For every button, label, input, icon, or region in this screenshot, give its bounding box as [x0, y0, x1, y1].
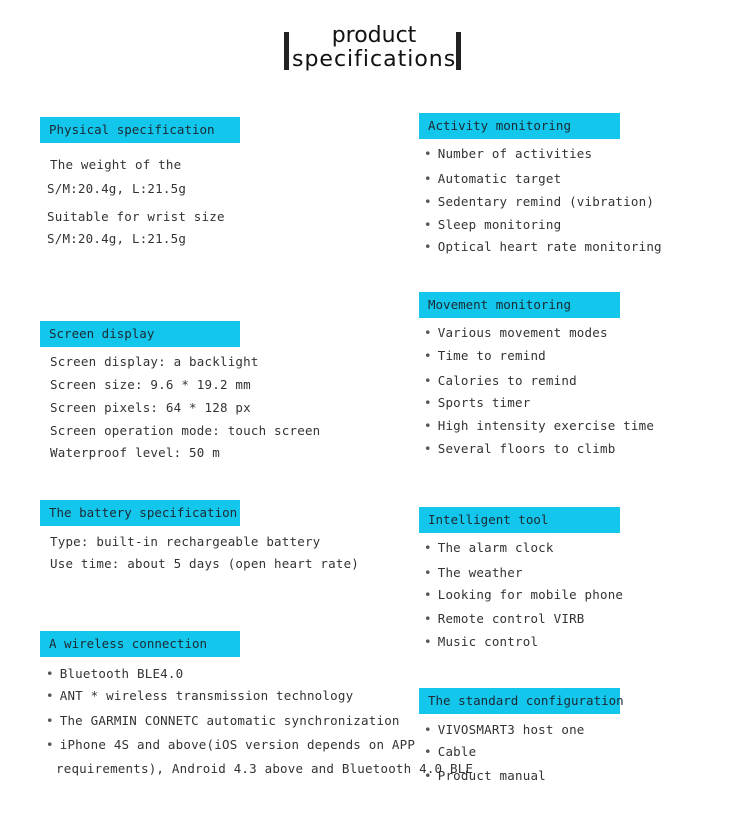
movement-heading: Movement monitoring: [419, 292, 620, 318]
page-title: [284, 24, 464, 72]
physical-line: The weight of the: [50, 157, 182, 172]
activity-item: • Automatic target: [424, 171, 561, 186]
screen-line: Screen display: a backlight: [50, 354, 259, 369]
standard-item: • VIVOSMART3 host one: [424, 722, 585, 737]
title-text: [292, 24, 456, 72]
physical-line: Suitable for wrist size: [47, 209, 225, 224]
title-line-2: specifications: [292, 47, 457, 72]
movement-item: • Several floors to climb: [424, 441, 615, 456]
screen-line: Screen operation mode: touch screen: [50, 423, 321, 438]
standard-item: • Product manual: [424, 768, 546, 783]
tool-item: • The weather: [424, 565, 523, 580]
physical-heading: Physical specification: [40, 117, 240, 143]
wireless-heading: A wireless connection: [40, 631, 240, 657]
activity-item: • Optical heart rate monitoring: [424, 239, 662, 254]
standard-heading: The standard configuration: [419, 688, 620, 714]
title-bar-right: [456, 32, 461, 70]
tool-item: • Looking for mobile phone: [424, 587, 623, 602]
screen-line: Screen pixels: 64 * 128 px: [50, 400, 251, 415]
activity-heading: Activity monitoring: [419, 113, 620, 139]
battery-line: Use time: about 5 days (open heart rate): [50, 556, 360, 571]
tool-heading: Intelligent tool: [419, 507, 620, 533]
title-line-1: product: [331, 23, 417, 48]
movement-item: • High intensity exercise time: [424, 418, 654, 433]
wireless-item-continued: requirements), Android 4.3 above and Bluetooth 4.0 BLE: [56, 761, 474, 776]
wireless-item: • ANT * wireless transmission technology: [46, 688, 353, 703]
movement-item: • Various movement modes: [424, 325, 608, 340]
tool-item: • The alarm clock: [424, 540, 554, 555]
battery-line: Type: built-in rechargeable battery: [50, 534, 321, 549]
movement-item: • Time to remind: [424, 348, 546, 363]
activity-item: • Sleep monitoring: [424, 217, 561, 232]
standard-item: • Cable: [424, 744, 476, 759]
movement-item: • Sports timer: [424, 395, 530, 410]
activity-item: • Sedentary remind (vibration): [424, 194, 654, 209]
physical-line: S/M:20.4g, L:21.5g: [47, 181, 187, 196]
wireless-item: • The GARMIN CONNETC automatic synchronization: [46, 713, 400, 728]
movement-item: • Calories to remind: [424, 373, 577, 388]
screen-heading: Screen display: [40, 321, 240, 347]
title-bar-left: [284, 32, 289, 70]
battery-heading: The battery specification: [40, 500, 240, 526]
activity-item: • Number of activities: [424, 146, 592, 161]
wireless-item: • Bluetooth BLE4.0: [46, 666, 183, 681]
screen-line: Waterproof level: 50 m: [50, 445, 220, 460]
tool-item: • Remote control VIRB: [424, 611, 585, 626]
physical-line: S/M:20.4g, L:21.5g: [47, 231, 187, 246]
wireless-item: • iPhone 4S and above(iOS version depends on APP: [46, 737, 415, 752]
screen-line: Screen size: 9.6 * 19.2 mm: [50, 377, 251, 392]
tool-item: • Music control: [424, 634, 538, 649]
